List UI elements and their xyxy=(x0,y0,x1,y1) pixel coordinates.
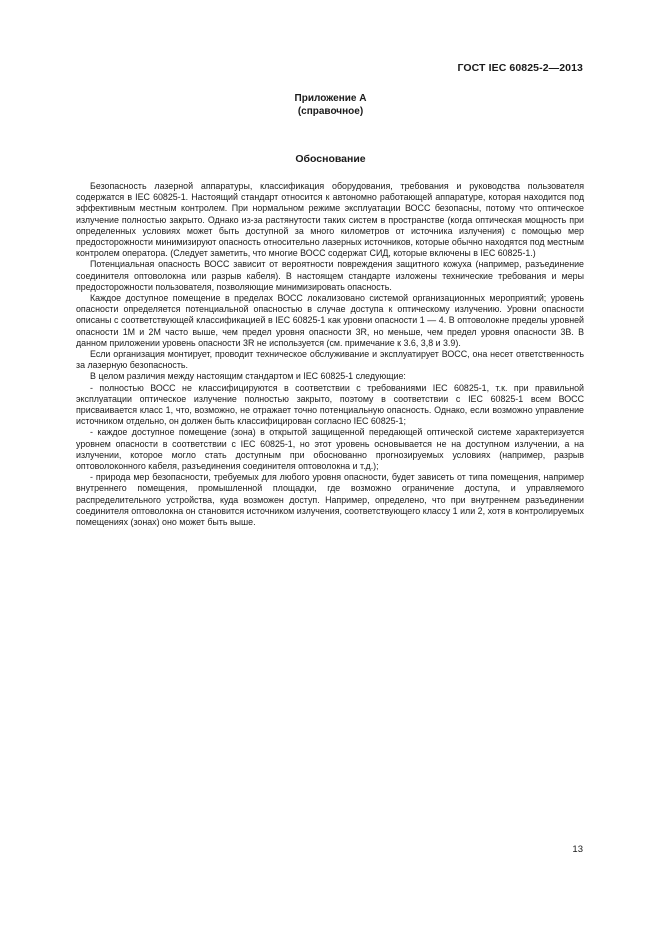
list-item: - природа мер безопасности, требуемых для любого уровня опасности, будет зависеть от типа помещения, например внутреннего помещения, промышленной площадки, где возможно ограничение доступа, и управляемого распределительного устройства, куда возможен доступ. Например, определено, что при внутреннем разъединении соединителя оптоволокна он становится источником излучения, соответствующего классу 1 или 2, хотя в контролируемых помещениях (зонах) оно может быть выше. xyxy=(76,472,584,528)
paragraph: Потенциальная опасность ВОСС зависит от вероятности повреждения защитного кожуха (например, разъединение соединителя оптоволокна или разрыв кабеля). В настоящем стандарте изложены технические требования и меры предосторожности пользователя, позволяющие минимизировать опасность. xyxy=(76,259,584,292)
paragraph: Если организация монтирует, проводит техническое обслуживание и эксплуатирует ВОСС, она несет ответственность за лазерную безопасность. xyxy=(76,349,584,371)
annex-subtitle: (справочное) xyxy=(297,106,364,117)
paragraph: В целом различия между настоящим стандартом и IEC 60825-1 следующие: xyxy=(90,371,406,382)
paragraph: Каждое доступное помещение в пределах ВОСС локализовано системой организационных мероприятий; уровень опасности определяется потенциальной опасностью в случае доступа к оптическому излучению. Уровни опасности описаны с соответствующей классификацией в IEC 60825-1 как уровни опасности 1 — 4. В оптоволокне пределы уровней опасности 1М и 2М часто выше, чем предел уровня опасности 3R, но меньше, чем предел уровня опасности 3B. В данном приложении уровень опасности 3R не используется (см. примечание к 3.6, 3,8 и 3.9). xyxy=(76,293,584,348)
annex-heading xyxy=(0,92,661,118)
list-item: - полностью ВОСС не классифицируются в соответствии с требованиями IEC 60825-1, т.к. при правильной эксплуатации оптическое излучение полностью закрыто, поэтому в соответствии с IEC 60825-1 всем ВОСС присваивается класс 1, что, возможно, не отражает точно потенциальную опасность. Однако, если возможно управление источником отдельно, он должен быть классифицирован согласно IEC 60825-1; xyxy=(76,382,584,427)
list-item: - каждое доступное помещение (зона) в открытой защищенной передающей оптической системе характеризуется уровнем опасности в соответствии с IEC 60825-1, но этот уровень основывается не на доступном излучении, а на излучении, которое могло стать доступным при обоснованно прогнозируемых условиях (например, разрыв оптоволоконного кабеля, разъединения соединителя оптоволокна и т.д.); xyxy=(76,427,584,472)
paragraph: Безопасность лазерной аппаратуры, классификация оборудования, требования и руководства пользователя содержатся в IEC 60825-1. Настоящий стандарт относится к автономно работающей аппаратуре, которая находится под эффективным местным контролем. При нормальном режиме эксплуатации ВОСС безопасны, потому что оптическое излучение полностью закрыто. Однако из-за растянутости таких систем в пространстве (когда оптическая мощность при определенных условиях может быть доступной за много километров от источника излучения) с помощью мер предосторожности минимизируют опасность относительно лазерных источников, которые обычно находятся под местным контролем оператора. (Следует заметить, что многие ВОСС содержат СИД, которые включены в IEC 60825-1.) xyxy=(76,181,584,259)
annex-title: Приложение А xyxy=(294,93,367,104)
document-code: ГОСТ IEC 60825-2—2013 xyxy=(457,62,583,74)
body-text xyxy=(76,181,584,528)
section-title: Обоснование xyxy=(295,153,366,165)
page-number: 13 xyxy=(572,844,583,855)
